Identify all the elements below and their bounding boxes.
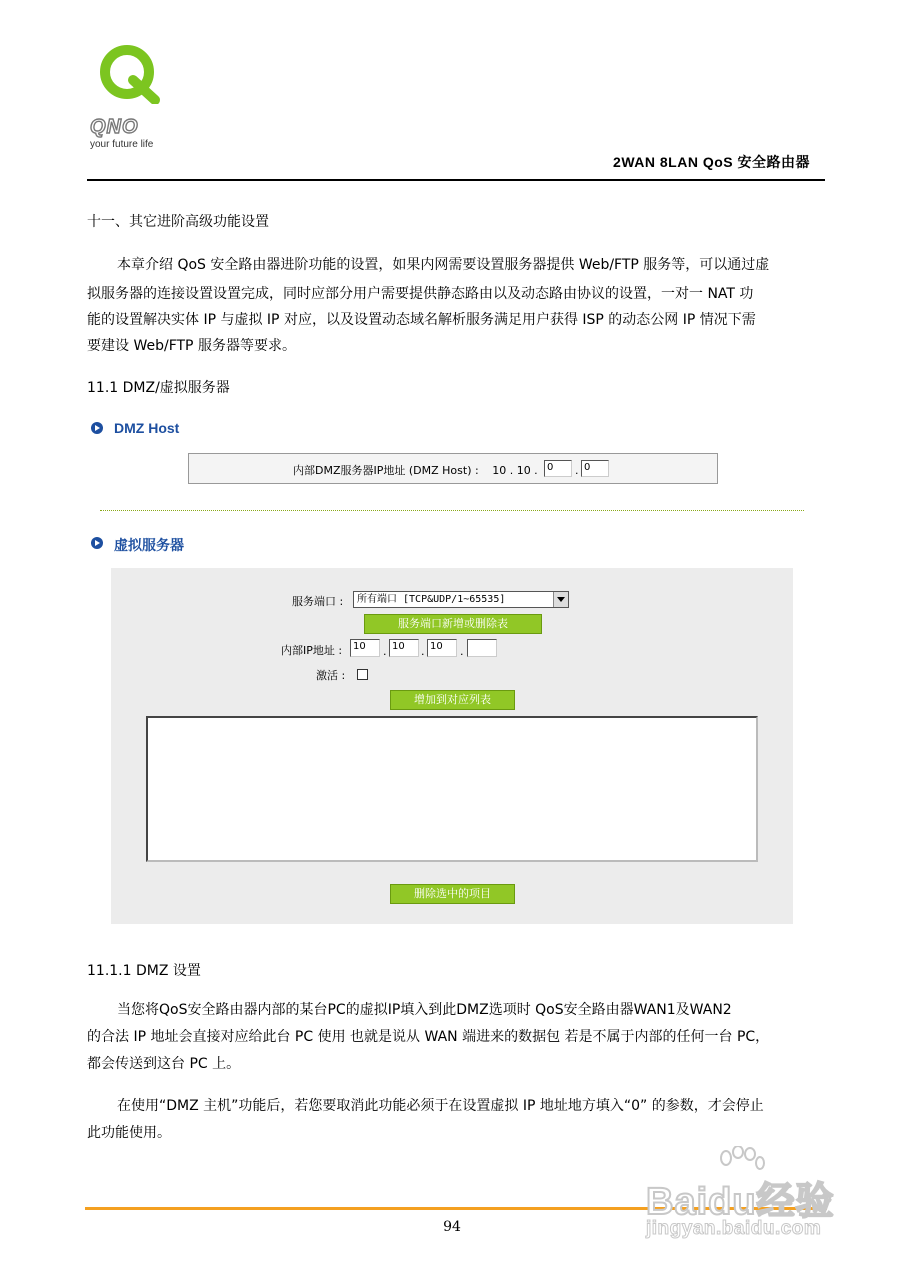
activate-label: 激活 : xyxy=(316,669,346,682)
ip-dot: . xyxy=(421,645,425,658)
qno-logo-icon xyxy=(97,44,161,104)
baidu-watermark-logo: Baidu经验 xyxy=(646,1181,835,1223)
dmz-para2-line-2: 此功能使用。 xyxy=(87,1125,171,1141)
add-to-list-button[interactable]: 增加到对应列表 xyxy=(390,690,515,710)
virtual-server-title: 虚拟服务器 xyxy=(114,537,184,553)
logo-tagline: your future life xyxy=(90,139,154,150)
dmz-host-label xyxy=(293,462,538,478)
section-heading-11-1-1: 11.1.1 DMZ 设置 xyxy=(87,963,201,979)
activate-checkbox[interactable] xyxy=(357,669,368,680)
internal-ip-label: 内部IP地址 : xyxy=(281,644,343,657)
intro-line-1: 本章介绍 QoS 安全路由器进阶功能的设置，如果内网需要设置服务器提供 Web/FTP 服务等，可以通过虚 xyxy=(117,257,770,273)
service-port-label: 服务端口 : xyxy=(292,595,344,608)
header-divider xyxy=(87,179,825,181)
dmz-ip-octet3-input[interactable]: 0 xyxy=(544,460,572,477)
arrow-bullet-icon xyxy=(91,537,103,549)
section-heading-11-1: 11.1 DMZ/虚拟服务器 xyxy=(87,380,230,396)
internal-ip-octet4-input[interactable] xyxy=(467,639,497,657)
internal-ip-octet1-input[interactable]: 10 xyxy=(350,639,380,657)
ip-dot: . xyxy=(383,645,387,658)
service-port-value: 所有端口 [TCP&UDP/1~65535] xyxy=(357,594,506,605)
dotted-divider xyxy=(100,510,804,511)
dmz-para1-line-2: 的合法 IP 地址会直接对应给此台 PC 使用 也就是说从 WAN 端进来的数据包 若是不属于内部的任何一台 PC， xyxy=(87,1029,770,1045)
chevron-down-icon[interactable] xyxy=(553,592,568,607)
baidu-watermark-url: jingyan.baidu.com xyxy=(646,1218,822,1239)
intro-line-3: 能的设置解决实体 IP 与虚拟 IP 对应，以及设置动态域名解析服务满足用户获得 ISP 的动态公网 IP 情况下需 xyxy=(87,312,756,328)
dmz-ip-label: 内部DMZ服务器IP地址 (DMZ Host) : xyxy=(293,464,479,477)
internal-ip-octet3-input[interactable]: 10 xyxy=(427,639,457,657)
dmz-ip-prefix: 10 . 10 . xyxy=(492,464,538,477)
dmz-para1-line-3: 都会传送到这台 PC 上。 xyxy=(87,1056,241,1072)
internal-ip-octet2-input[interactable]: 10 xyxy=(389,639,419,657)
dmz-para1-line-1: 当您将QoS安全路由器内部的某台PC的虚拟IP填入到此DMZ选项时 QoS安全路由器WAN1及WAN2 xyxy=(117,1002,732,1018)
ip-dot: . xyxy=(575,464,579,477)
mapping-list-box[interactable] xyxy=(146,716,758,862)
document-header-title: 2WAN 8LAN QoS 安全路由器 xyxy=(613,154,810,170)
arrow-bullet-icon xyxy=(91,422,103,434)
service-port-select[interactable] xyxy=(353,591,569,608)
intro-line-4: 要建设 Web/FTP 服务器等要求。 xyxy=(87,338,296,354)
dmz-host-title: DMZ Host xyxy=(114,420,180,436)
dmz-ip-octet4-input[interactable]: 0 xyxy=(581,460,609,477)
dmz-para2-line-1: 在使用“DMZ 主机”功能后，若您要取消此功能必须于在设置虚拟 IP 地址地方填入“0” 的参数，才会停止 xyxy=(117,1098,764,1114)
chapter-heading: 十一、其它进阶高级功能设置 xyxy=(87,214,269,230)
ip-dot: . xyxy=(460,645,464,658)
logo-wordmark: QNO xyxy=(90,116,139,138)
page-number: 94 xyxy=(443,1219,461,1235)
intro-line-2: 拟服务器的连接设置设置完成，同时应部分用户需要提供静态路由以及动态路由协议的设置，一对一 NAT 功 xyxy=(87,286,754,302)
add-remove-service-button[interactable]: 服务端口新增或删除表 xyxy=(364,614,542,634)
delete-selected-button[interactable]: 删除选中的项目 xyxy=(390,884,515,904)
